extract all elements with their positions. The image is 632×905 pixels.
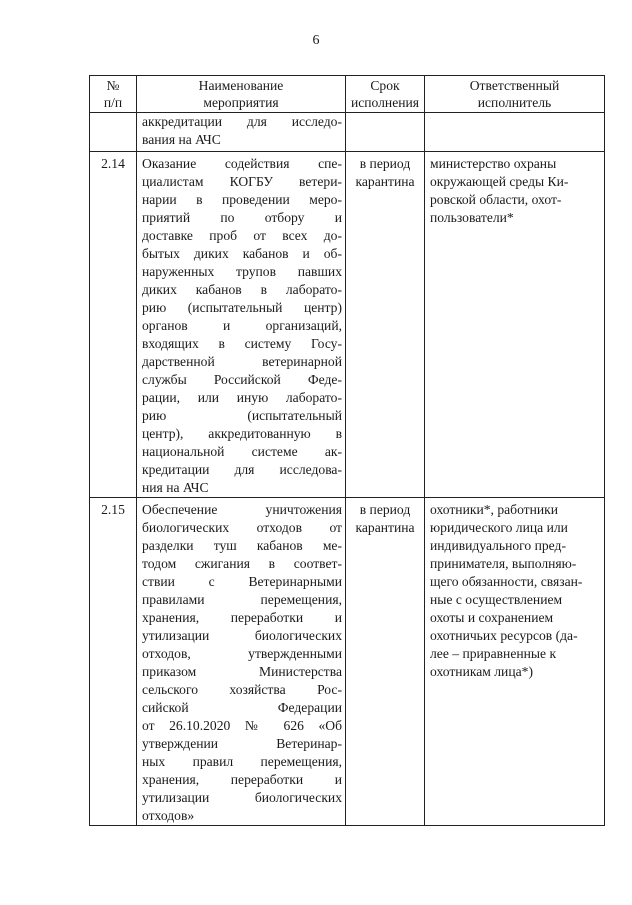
table-header-row <box>90 76 605 113</box>
cell-name: аккредитации для исследо- вания на АЧС <box>137 113 346 152</box>
cell-name: Оказание содействия спе- циалистам КОГБУ ветери- нарии в проведении меро- приятий по отбору и доставке проб от всех до- бытых диких кабанов и об- наруженных трупов павших диких кабанов в лаборато- рию (испытательный центр) органов и организаций, входящих в систему Госу- дарственной ветеринарной службы Российской Феде- рации, или иную лаборато- рию (испытательный центр), аккредитованную в национальной системе ак- кредитации для исследова- ния на АЧС <box>137 152 346 498</box>
table-row-2-14 <box>90 152 605 498</box>
header-num: № п/п <box>90 76 137 113</box>
table-row-2-15 <box>90 498 605 826</box>
cell-responsible <box>425 113 605 152</box>
header-name: Наименование мероприятия <box>137 76 346 113</box>
cell-num: 2.15 <box>90 498 137 826</box>
table-row-continued <box>90 113 605 152</box>
page-number: 6 <box>312 33 320 48</box>
cell-term: в период карантина <box>346 152 425 498</box>
cell-term <box>346 113 425 152</box>
cell-responsible: охотники*, работники юридического лица или индивидуального пред- принимателя, выполняю- щего обязанности, связан- ные с осуществлением охоты и сохранением охотничьих ресурсов (да- лее – приравненные к охотникам лица*) <box>425 498 605 826</box>
cell-term: в период карантина <box>346 498 425 826</box>
cell-num: 2.14 <box>90 152 137 498</box>
measures-table <box>89 75 605 826</box>
cell-num <box>90 113 137 152</box>
header-responsible: Ответственный исполнитель <box>425 76 605 113</box>
cell-name: Обеспечение уничтожения биологических отходов от разделки туш кабанов ме- тодом сжигания в соответ- ствии с Ветеринарными правилами перемещения, хранения, переработки и утилизации биологических отходов, утвержденными приказом Министерства сельского хозяйства Рос- сийской Федерации от 26.10.2020 № 626 «Об утверждении Ветеринар- ных правил перемещения, хранения, переработки и утилизации биологических отходов» <box>137 498 346 826</box>
header-term: Срок исполнения <box>346 76 425 113</box>
cell-responsible: министерство охраны окружающей среды Ки- ровской области, охот- пользователи* <box>425 152 605 498</box>
